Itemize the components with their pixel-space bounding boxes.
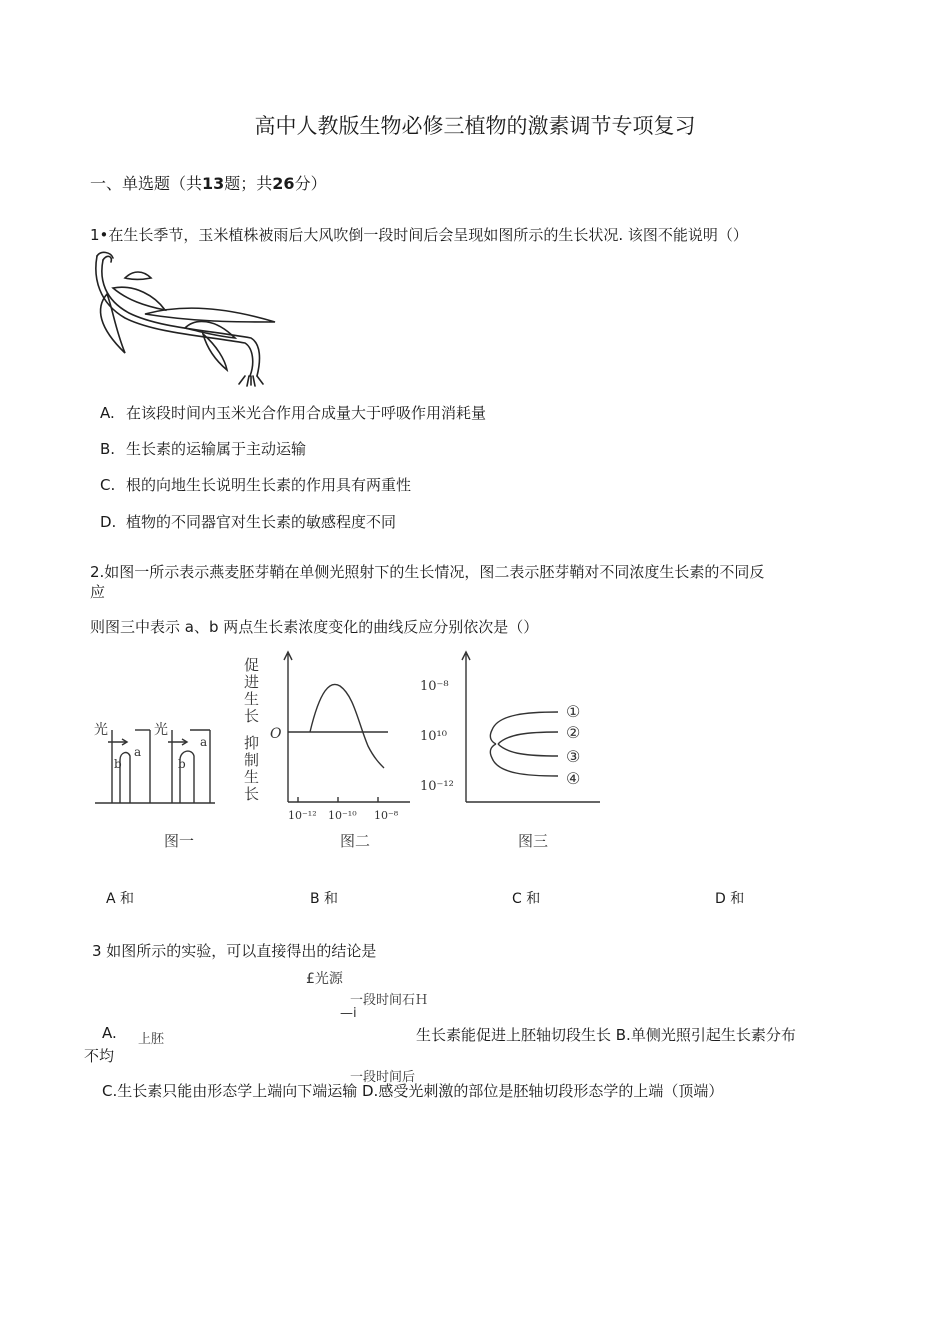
section-mid: 题；共 <box>224 174 273 193</box>
fig2-caption: 图二 <box>340 832 371 850</box>
fig3-curve-label: ③ <box>566 747 581 766</box>
q1-option-text: 生长素的运输属于主动运输 <box>126 440 307 458</box>
q3-options-cd[interactable]: C.生长素只能由形态学上端向下端运输 D.感受光刺激的部位是胚轴切段形态学的上端（顶端） <box>102 1082 724 1100</box>
fig3-curve-label: ② <box>566 723 581 742</box>
q1-option-letter: D. <box>100 513 117 531</box>
fig2-ylabel-6: 制 <box>244 751 260 769</box>
q2-option-b[interactable]: B 和 <box>310 891 339 907</box>
q2-option-d[interactable]: D 和 <box>715 891 745 907</box>
q1-option-text: 在该段时间内玉米光合作用合成量大于呼吸作用消耗量 <box>126 404 487 422</box>
fig2-tick: 10⁻⁸ <box>374 809 399 822</box>
q2-option-a[interactable]: A 和 <box>106 891 135 907</box>
q2-option-c[interactable]: C 和 <box>512 891 541 907</box>
q3-time-label-2: 一段时间后 <box>350 1070 416 1085</box>
fig2-ylabel-8: 长 <box>244 785 260 803</box>
figure-3-concentration-curves <box>418 650 608 855</box>
fig1-light-label-2: 光 <box>154 722 168 738</box>
question-2-text-wrap: 应 <box>90 583 106 601</box>
page-title: 高中人教版生物必修三植物的激素调节专项复习 <box>254 114 696 138</box>
fig1-a-label-1: a <box>134 745 142 759</box>
figure-1-coleoptile <box>90 710 220 855</box>
figure-2-growth-curve <box>238 650 418 855</box>
section-prefix: 一、单选题（共 <box>90 174 203 193</box>
fig1-a-label-2: a <box>200 735 208 749</box>
question-2-text: 2.如图一所示表示燕麦胚芽鞘在单侧光照射下的生长情况，图二表示胚芽鞘对不同浓度生长素的不同反 <box>90 563 765 581</box>
fig2-tick: 10⁻¹⁰ <box>328 809 357 822</box>
q3-option-a[interactable]: 生长素能促进上胚轴切段生长 B.单侧光照引起生长素分布 <box>416 1026 796 1044</box>
fig2-origin: O <box>270 726 282 742</box>
fig2-ylabel-2: 进 <box>244 673 260 691</box>
fig2-ylabel-7: 生 <box>244 768 260 786</box>
corn-plant-figure <box>85 248 285 388</box>
fig3-tick: 10¹⁰ <box>420 729 447 744</box>
section-heading <box>90 171 327 194</box>
fig1-b-label-2: b <box>178 757 186 771</box>
fig1-b-label-1: b <box>114 757 122 771</box>
q1-option-b[interactable] <box>100 438 306 459</box>
q1-option-a[interactable] <box>100 402 486 423</box>
fig3-caption: 图三 <box>518 832 549 850</box>
q1-option-letter: C. <box>100 476 116 494</box>
q1-option-letter: B. <box>100 440 116 458</box>
q3-shoot-label: 上胚 <box>138 1032 165 1047</box>
section-count: 13 <box>202 174 225 193</box>
q1-option-text: 植物的不同器官对生长素的敏感程度不同 <box>126 513 397 531</box>
q3-mark: —i <box>340 1006 357 1021</box>
q1-option-c[interactable] <box>100 474 411 495</box>
q1-option-d[interactable] <box>100 511 396 532</box>
q3-option-a-wrap: 不均 <box>84 1047 115 1065</box>
fig3-curve-label: ④ <box>566 769 581 788</box>
question-3-text: 3 如图所示的实验，可以直接得出的结论是 <box>92 942 377 960</box>
question-2-subtext: 则图三中表示 a、b 两点生长素浓度变化的曲线反应分别依次是（） <box>90 618 539 636</box>
fig3-curve-label: ① <box>566 702 581 721</box>
q3-option-a-letter: A. <box>102 1024 117 1042</box>
q3-time-label-1: 一段时间石Ｈ <box>350 993 429 1008</box>
fig3-tick: 10⁻¹² <box>420 779 454 794</box>
fig1-light-label-1: 光 <box>94 722 108 738</box>
fig2-ylabel-1: 促 <box>244 656 260 674</box>
fig2-tick: 10⁻¹² <box>288 809 317 822</box>
fig3-tick: 10⁻⁸ <box>420 679 449 694</box>
q3-light-label: £光源 <box>306 971 343 987</box>
q1-option-letter: A. <box>100 404 115 422</box>
fig2-ylabel-3: 生 <box>244 690 260 708</box>
fig2-ylabel-4: 长 <box>244 707 260 725</box>
fig2-ylabel-5: 抑 <box>244 734 260 752</box>
question-1-text: 1•在生长季节，玉米植株被雨后大风吹倒一段时间后会呈现如图所示的生长状况. 该图不能说明（） <box>90 226 748 244</box>
q1-option-text: 根的向地生长说明生长素的作用具有两重性 <box>126 476 412 494</box>
section-suffix: 分） <box>294 174 327 193</box>
section-score: 26 <box>272 174 295 193</box>
fig1-caption: 图一 <box>164 832 195 850</box>
